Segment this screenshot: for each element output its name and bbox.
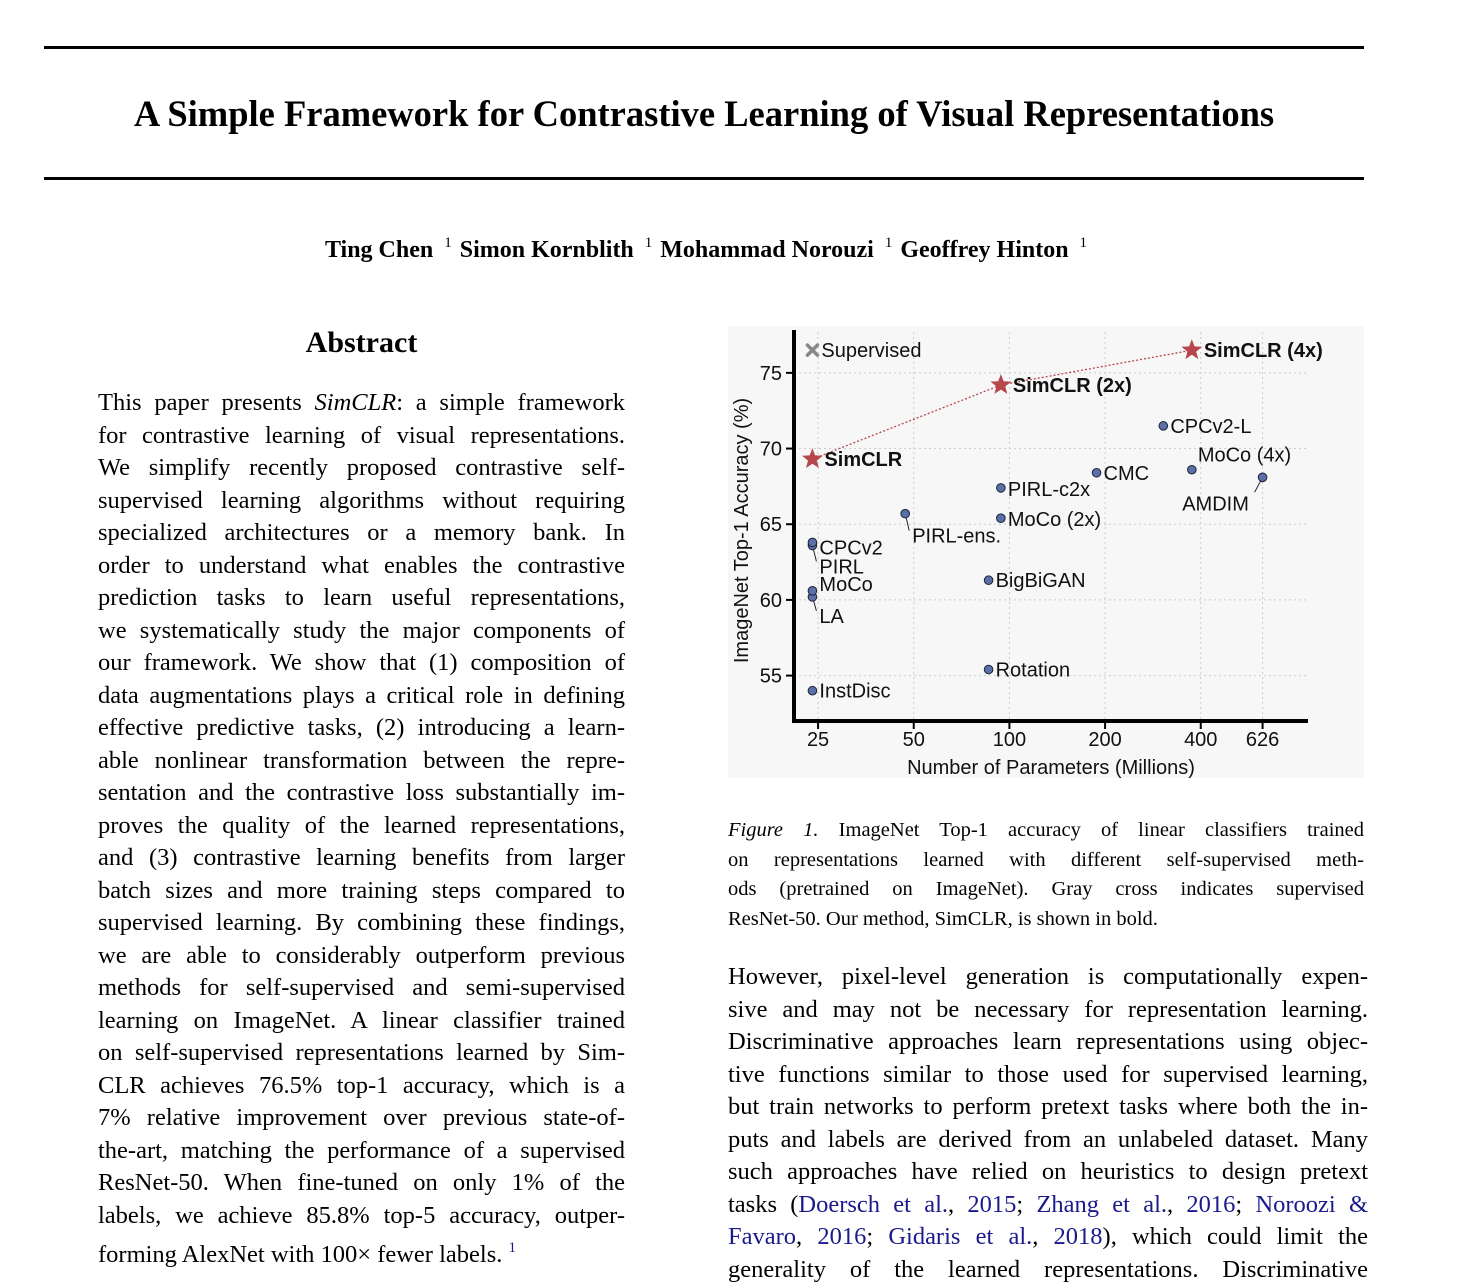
abstract-text-run: our framework. We show that (1) composition of [98,649,625,676]
abstract-line [98,777,625,810]
point-label: PIRL-c2x [1007,478,1091,501]
abstract-heading: Abstract [305,326,418,359]
abstract-line [98,485,625,518]
author-name: Simon Kornblith [459,237,634,263]
author-affiliation: 1 [644,235,653,251]
body-text-run: However, pixel-level generation is computationally expen- [728,963,1368,990]
data-point [808,587,817,596]
abstract-text-run: effective predictive tasks, (2) introducing a learn- [98,714,625,741]
point-label: MoCo (4x) [1197,444,1292,467]
abstract-line [98,1037,625,1070]
data-point [984,665,993,674]
point-label: LA [819,605,844,628]
abstract-text-run: CLR achieves 76.5% top-1 accuracy, which is a [98,1071,625,1099]
body-line [728,1026,1368,1059]
body-text-run: generality of the learned representations. Discriminative [728,1255,1368,1283]
abstract-line [98,582,625,615]
abstract-text-run: able nonlinear transformation between the repre- [98,746,625,774]
y-axis-label: ImageNet Top-1 Accuracy (%) [731,397,753,664]
abstract-text-run: the-art, matching the performance of a supervised [98,1136,625,1164]
y-tick-label: 60 [759,589,782,612]
abstract-text-run: batch sizes and more training steps compared to [98,876,625,904]
abstract-text-run: sentation and the contrastive loss substantially im- [98,779,625,806]
simclr-label: SimCLR (4x) [1203,340,1323,363]
citation-link[interactable]: 2015 [967,1190,1017,1218]
abstract-line [98,680,625,713]
abstract-text-run: supervised learning algorithms without requiring [98,486,625,514]
body-line [728,1124,1368,1157]
abstract-line [98,420,625,453]
abstract-text-run: labels, we achieve 85.8% top-5 accuracy, outper- [98,1201,625,1229]
citation-link[interactable]: Noroozi & [1255,1190,1369,1218]
data-point [1258,473,1267,482]
body-text-run: ; [1235,1190,1256,1218]
body-line [728,994,1368,1027]
data-point [984,576,993,585]
abstract-text-run: and (3) contrastive learning benefits from larger [98,844,625,871]
abstract-text-run: we are able to considerably outperform previous [98,941,625,969]
method-name: SimCLR [314,389,397,416]
point-label: CMC [1103,462,1150,485]
data-point [997,484,1006,493]
abstract-text-run: prediction tasks to learn useful representations, [98,584,625,611]
caption-text: ImageNet Top-1 accuracy of linear classifiers trained [838,819,1364,841]
simclr-star-point [1181,339,1202,359]
caption-line [728,846,1364,876]
paper-title: A Simple Framework for Contrastive Learning of Visual Representations [133,93,1275,134]
y-tick-label: 75 [759,362,782,385]
abstract-line [98,647,625,680]
abstract-line [98,1005,625,1038]
data-point [997,514,1006,523]
author-affiliation: 1 [884,235,893,251]
data-point [1092,468,1101,477]
caption-line [728,905,1364,935]
data-point [901,509,910,518]
citation-link[interactable]: Gidaris et al. [888,1223,1033,1250]
abstract-line [98,1200,625,1233]
author-affiliation: 1 [1079,235,1088,251]
point-label: AMDIM [1182,493,1249,516]
abstract-line [98,842,625,875]
abstract-text-run: forming AlexNet with 100× fewer labels. [98,1241,503,1268]
abstract-line [98,517,625,550]
x-tick-label: 50 [902,729,925,751]
simclr-trend-line [812,350,1191,459]
body-text-run: , [1167,1190,1187,1218]
body-text-run: , [796,1223,818,1250]
citation-link[interactable]: Zhang et al. [1036,1190,1168,1218]
supervised-cross-point [807,345,817,355]
figure-label: Figure 1. [728,819,819,841]
caption-line [728,816,1364,846]
body-text-run: , [1032,1223,1054,1250]
author-name: Geoffrey Hinton [900,237,1069,263]
abstract-line [98,615,625,648]
body-text-run: tive functions similar to those used for supervised learning, [728,1060,1368,1088]
x-tick-label: 100 [992,729,1027,751]
abstract-line [98,907,625,940]
abstract-text-run: ResNet-50. When fine-tuned on only 1% of the [98,1169,625,1196]
x-tick-label: 400 [1184,729,1218,751]
abstract-line [98,387,625,420]
y-tick-label: 70 [759,438,782,461]
point-label: CPCv2 [819,537,883,560]
y-tick-label: 55 [759,665,782,688]
abstract-text-run: methods for self-supervised and semi-supervised [98,974,625,1001]
figure-1-chart [728,326,1364,778]
abstract-line [98,1135,625,1168]
top-rule [44,46,1364,49]
body-text-run: sive and may not be necessary for representation learning. [728,995,1368,1023]
abstract-line [98,1232,625,1272]
abstract-line [98,1167,625,1200]
x-tick-label: 25 [806,729,830,751]
body-text-run: , [948,1190,968,1218]
simclr-label: SimCLR [824,449,903,472]
abstract-text-run: supervised learning. By combining these findings, [98,909,625,936]
y-tick-label: 65 [759,514,782,537]
body-line [728,1189,1368,1222]
citation-link[interactable]: Favaro [728,1223,797,1250]
x-axis-label: Number of Parameters (Millions) [907,757,1195,778]
body-line [728,1059,1368,1092]
point-label: BigBiGAN [995,570,1086,593]
abstract-line [98,712,625,745]
abstract-line [98,875,625,908]
body-text-run: Discriminative approaches learn representations using objec- [728,1028,1368,1055]
body-line [728,1221,1368,1254]
abstract-text-run: for contrastive learning of visual representations. [98,421,625,449]
citation-link[interactable]: 2016 [817,1223,867,1250]
simclr-label: SimCLR (2x) [1012,374,1132,397]
citation-link[interactable]: 2016 [1186,1190,1236,1218]
body-text-run: ), which could limit the [1102,1223,1368,1250]
point-label: PIRL [819,556,864,579]
point-label: MoCo [819,573,873,596]
abstract-text-run: data augmentations plays a critical role in defining [98,681,625,709]
abstract-line [98,940,625,973]
scatter-plot [728,326,1364,778]
body-line [728,1091,1368,1124]
abstract-line [98,452,625,485]
point-label: InstDisc [819,680,891,703]
abstract-text-run: proves the quality of the learned representations, [98,811,625,839]
abstract-text [98,387,625,1272]
data-point [808,686,817,695]
abstract-text-run: This paper presents [98,389,315,416]
body-line [728,961,1368,994]
point-label: Rotation [995,659,1071,682]
body-text-run: such approaches have relied on heuristics to design pretext [728,1158,1368,1185]
abstract-text-run: : a simple framework [396,389,625,416]
body-text-run: tasks ( [728,1190,799,1218]
abstract-text-run: We simplify recently proposed contrastive self- [98,454,625,481]
title-bottom-rule [44,177,1364,180]
data-point [1188,465,1197,474]
abstract-line [98,1070,625,1103]
x-tick-label: 626 [1245,729,1280,751]
abstract-text-run: order to understand what enables the contrastive [98,551,625,579]
simclr-star-point [990,374,1011,394]
abstract-line [98,810,625,843]
right-column-body [728,961,1368,1286]
caption-line [728,875,1364,905]
caption-text: ResNet-50. Our method, SimCLR, is shown in bold. [728,907,1158,930]
body-text-run: puts and labels are derived from an unlabeled dataset. Many [728,1125,1368,1153]
body-text-run: ; [866,1223,889,1250]
body-text-run: but train networks to perform pretext tasks where both the in- [728,1093,1368,1120]
footnote-link[interactable]: 1 [508,1240,516,1256]
abstract-line [98,550,625,583]
author-name: Ting Chen [324,237,434,263]
simclr-star-point [802,448,823,468]
abstract-line [98,1102,625,1135]
abstract-line [98,745,625,778]
author-name: Mohammad Norouzi [660,237,874,263]
abstract-line [98,972,625,1005]
citation-link[interactable]: Doersch et al. [798,1190,949,1218]
data-point [1159,422,1168,431]
author-affiliation: 1 [444,235,452,251]
figure-1-caption [728,816,1364,934]
caption-text: on representations learned with different self-supervised meth- [728,848,1364,871]
point-label: CPCv2-L [1170,415,1252,438]
data-point [808,538,817,547]
author-list [0,235,1404,264]
caption-text: ods (pretrained on ImageNet). Gray cross indicates supervised [728,878,1364,900]
abstract-text-run: we systematically study the major components of [98,616,625,644]
point-label: PIRL-ens. [912,525,1002,548]
point-label: MoCo (2x) [1007,509,1102,532]
body-line [728,1254,1368,1286]
x-tick-label: 200 [1088,729,1122,751]
body-text-run: ; [1016,1190,1037,1218]
supervised-label: Supervised [821,340,922,363]
citation-link[interactable]: 2018 [1053,1223,1103,1250]
body-line [728,1156,1368,1189]
abstract-text-run: on self-supervised representations learned by Sim- [98,1039,625,1066]
abstract-text-run: learning on ImageNet. A linear classifier trained [98,1006,625,1034]
abstract-text-run: 7% relative improvement over previous state-of- [98,1104,625,1131]
abstract-text-run: specialized architectures or a memory bank. In [98,519,625,546]
